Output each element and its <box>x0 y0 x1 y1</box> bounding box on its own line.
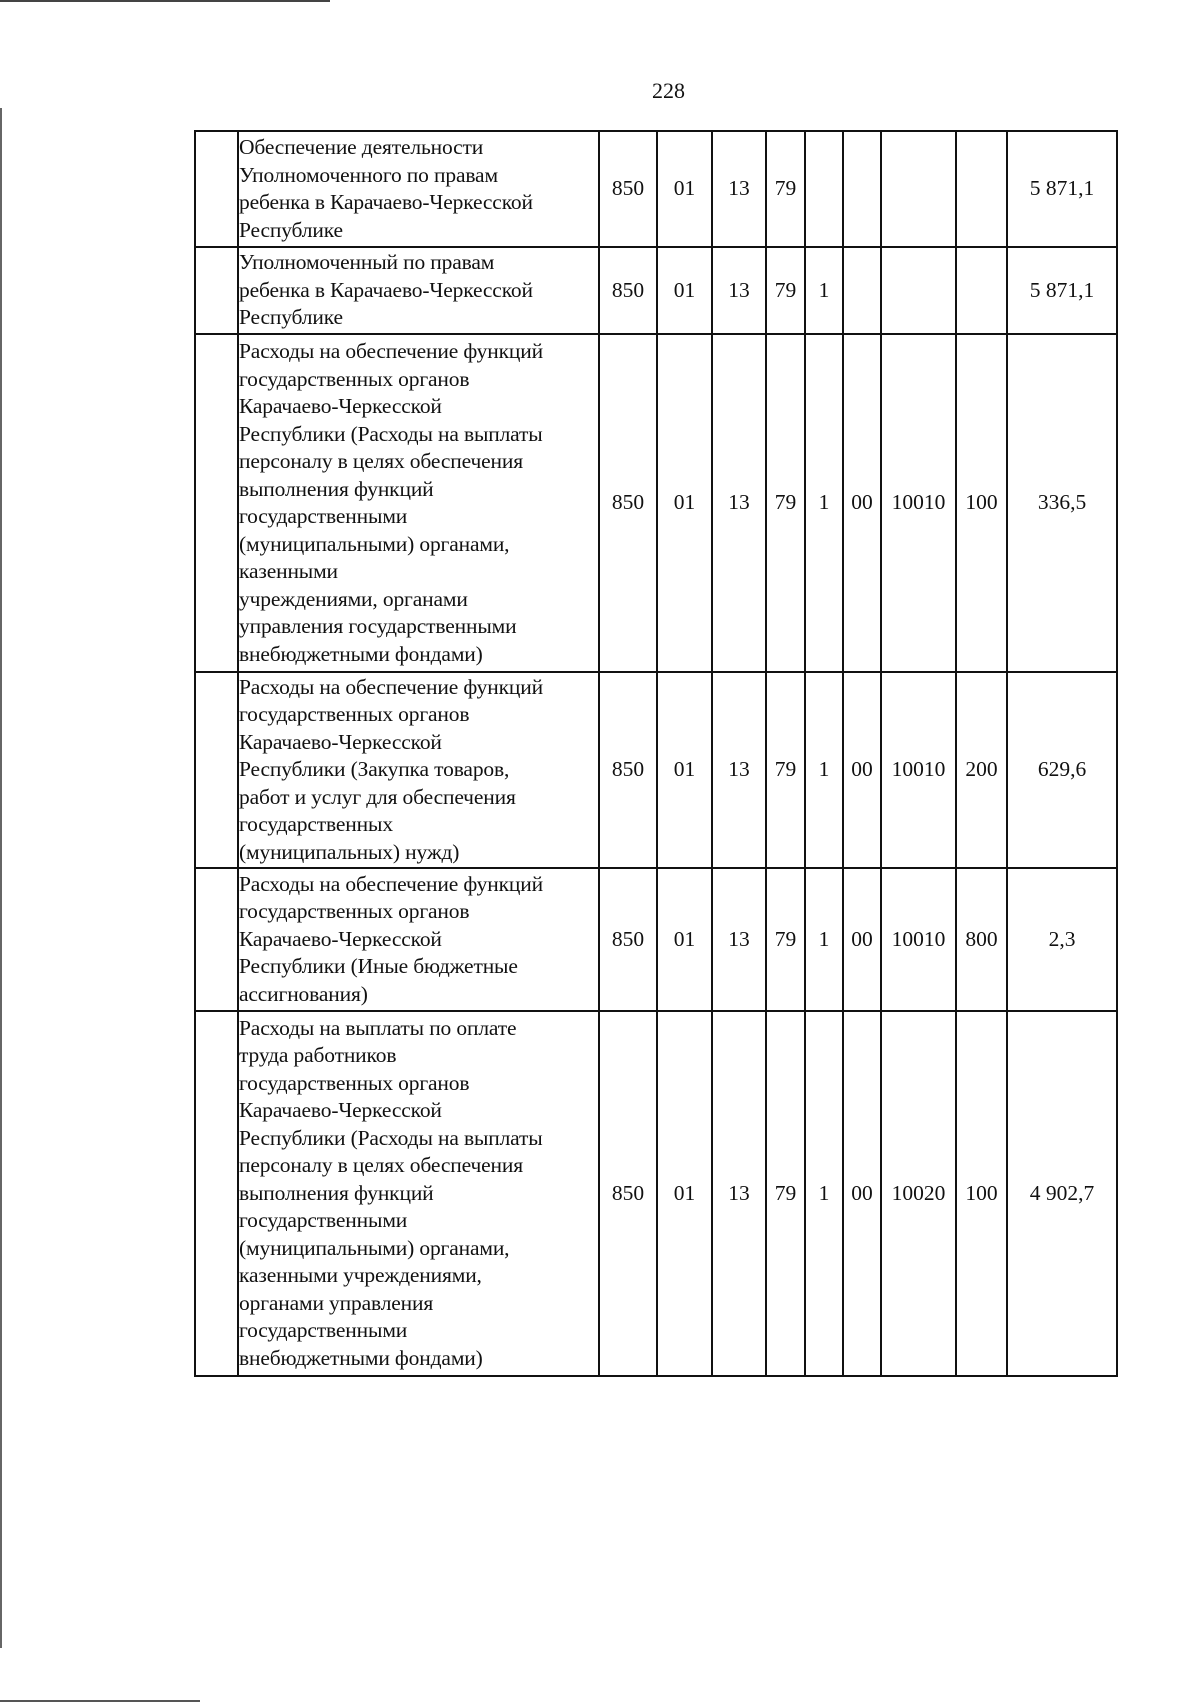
expense-type-code: 200 <box>956 672 1007 868</box>
expense-name: Расходы на выплаты по оплате труда работников государственных органов Карачаево-Черкесской Республики (Расходы на выплаты персоналу в целях обеспечения выполнения функций государственными (муниципальными) органами, казенными учреждениями, органами управления государственными внебюджетными фондами) <box>238 1011 599 1376</box>
row-number-cell <box>195 868 238 1011</box>
table-row <box>195 672 1117 868</box>
subsection-code: 13 <box>712 247 766 334</box>
direction-code <box>843 131 881 247</box>
table-row <box>195 247 1117 334</box>
target-code <box>881 131 956 247</box>
row-number-cell <box>195 131 238 247</box>
subprogram-code: 1 <box>805 1011 843 1376</box>
program-code: 79 <box>766 334 805 672</box>
section-code: 01 <box>657 1011 712 1376</box>
ministry-code: 850 <box>599 247 657 334</box>
row-number-cell <box>195 247 238 334</box>
amount: 629,6 <box>1007 672 1117 868</box>
scan-edge-top <box>0 0 330 2</box>
expense-name: Расходы на обеспечение функций государственных органов Карачаево-Черкесской Республики (Расходы на выплаты персоналу в целях обеспечения выполнения функций государственными (муниципальными) органами, казенными учреждениями, органами управления государственными внебюджетными фондами) <box>238 334 599 672</box>
expense-type-code: 800 <box>956 868 1007 1011</box>
subprogram-code: 1 <box>805 247 843 334</box>
ministry-code: 850 <box>599 672 657 868</box>
target-code <box>881 247 956 334</box>
amount: 5 871,1 <box>1007 131 1117 247</box>
subprogram-code: 1 <box>805 672 843 868</box>
subprogram-code <box>805 131 843 247</box>
amount: 4 902,7 <box>1007 1011 1117 1376</box>
expense-type-code <box>956 131 1007 247</box>
program-code: 79 <box>766 131 805 247</box>
expense-type-code: 100 <box>956 1011 1007 1376</box>
program-code: 79 <box>766 1011 805 1376</box>
ministry-code: 850 <box>599 868 657 1011</box>
table-row <box>195 868 1117 1011</box>
program-code: 79 <box>766 868 805 1011</box>
direction-code: 00 <box>843 868 881 1011</box>
program-code: 79 <box>766 672 805 868</box>
subsection-code: 13 <box>712 672 766 868</box>
table-row <box>195 334 1117 672</box>
ministry-code: 850 <box>599 131 657 247</box>
row-number-cell <box>195 334 238 672</box>
row-number-cell <box>195 1011 238 1376</box>
section-code: 01 <box>657 868 712 1011</box>
target-code: 10020 <box>881 1011 956 1376</box>
target-code: 10010 <box>881 334 956 672</box>
ministry-code: 850 <box>599 1011 657 1376</box>
amount: 2,3 <box>1007 868 1117 1011</box>
scan-edge-bottom <box>0 1700 200 1702</box>
section-code: 01 <box>657 247 712 334</box>
subsection-code: 13 <box>712 131 766 247</box>
scan-edge-left <box>0 108 2 1648</box>
direction-code: 00 <box>843 334 881 672</box>
subsection-code: 13 <box>712 1011 766 1376</box>
subsection-code: 13 <box>712 868 766 1011</box>
amount: 5 871,1 <box>1007 247 1117 334</box>
ministry-code: 850 <box>599 334 657 672</box>
section-code: 01 <box>657 672 712 868</box>
target-code: 10010 <box>881 868 956 1011</box>
expense-name: Расходы на обеспечение функций государственных органов Карачаево-Черкесской Республики (Закупка товаров, работ и услуг для обеспечения государственных (муниципальных) нужд) <box>238 672 599 868</box>
section-code: 01 <box>657 334 712 672</box>
table-row <box>195 131 1117 247</box>
budget-table <box>194 130 1118 1377</box>
direction-code: 00 <box>843 672 881 868</box>
expense-name: Уполномоченный по правам ребенка в Карачаево-Черкесской Республике <box>238 247 599 334</box>
subprogram-code: 1 <box>805 868 843 1011</box>
direction-code <box>843 247 881 334</box>
row-number-cell <box>195 672 238 868</box>
subsection-code: 13 <box>712 334 766 672</box>
expense-name: Обеспечение деятельности Уполномоченного по правам ребенка в Карачаево-Черкесской Республике <box>238 131 599 247</box>
page-number: 228 <box>652 78 685 103</box>
table-row <box>195 1011 1117 1376</box>
expense-type-code: 100 <box>956 334 1007 672</box>
amount: 336,5 <box>1007 334 1117 672</box>
section-code: 01 <box>657 131 712 247</box>
expense-type-code <box>956 247 1007 334</box>
program-code: 79 <box>766 247 805 334</box>
subprogram-code: 1 <box>805 334 843 672</box>
direction-code: 00 <box>843 1011 881 1376</box>
target-code: 10010 <box>881 672 956 868</box>
expense-name: Расходы на обеспечение функций государственных органов Карачаево-Черкесской Республики (Иные бюджетные ассигнования) <box>238 868 599 1011</box>
